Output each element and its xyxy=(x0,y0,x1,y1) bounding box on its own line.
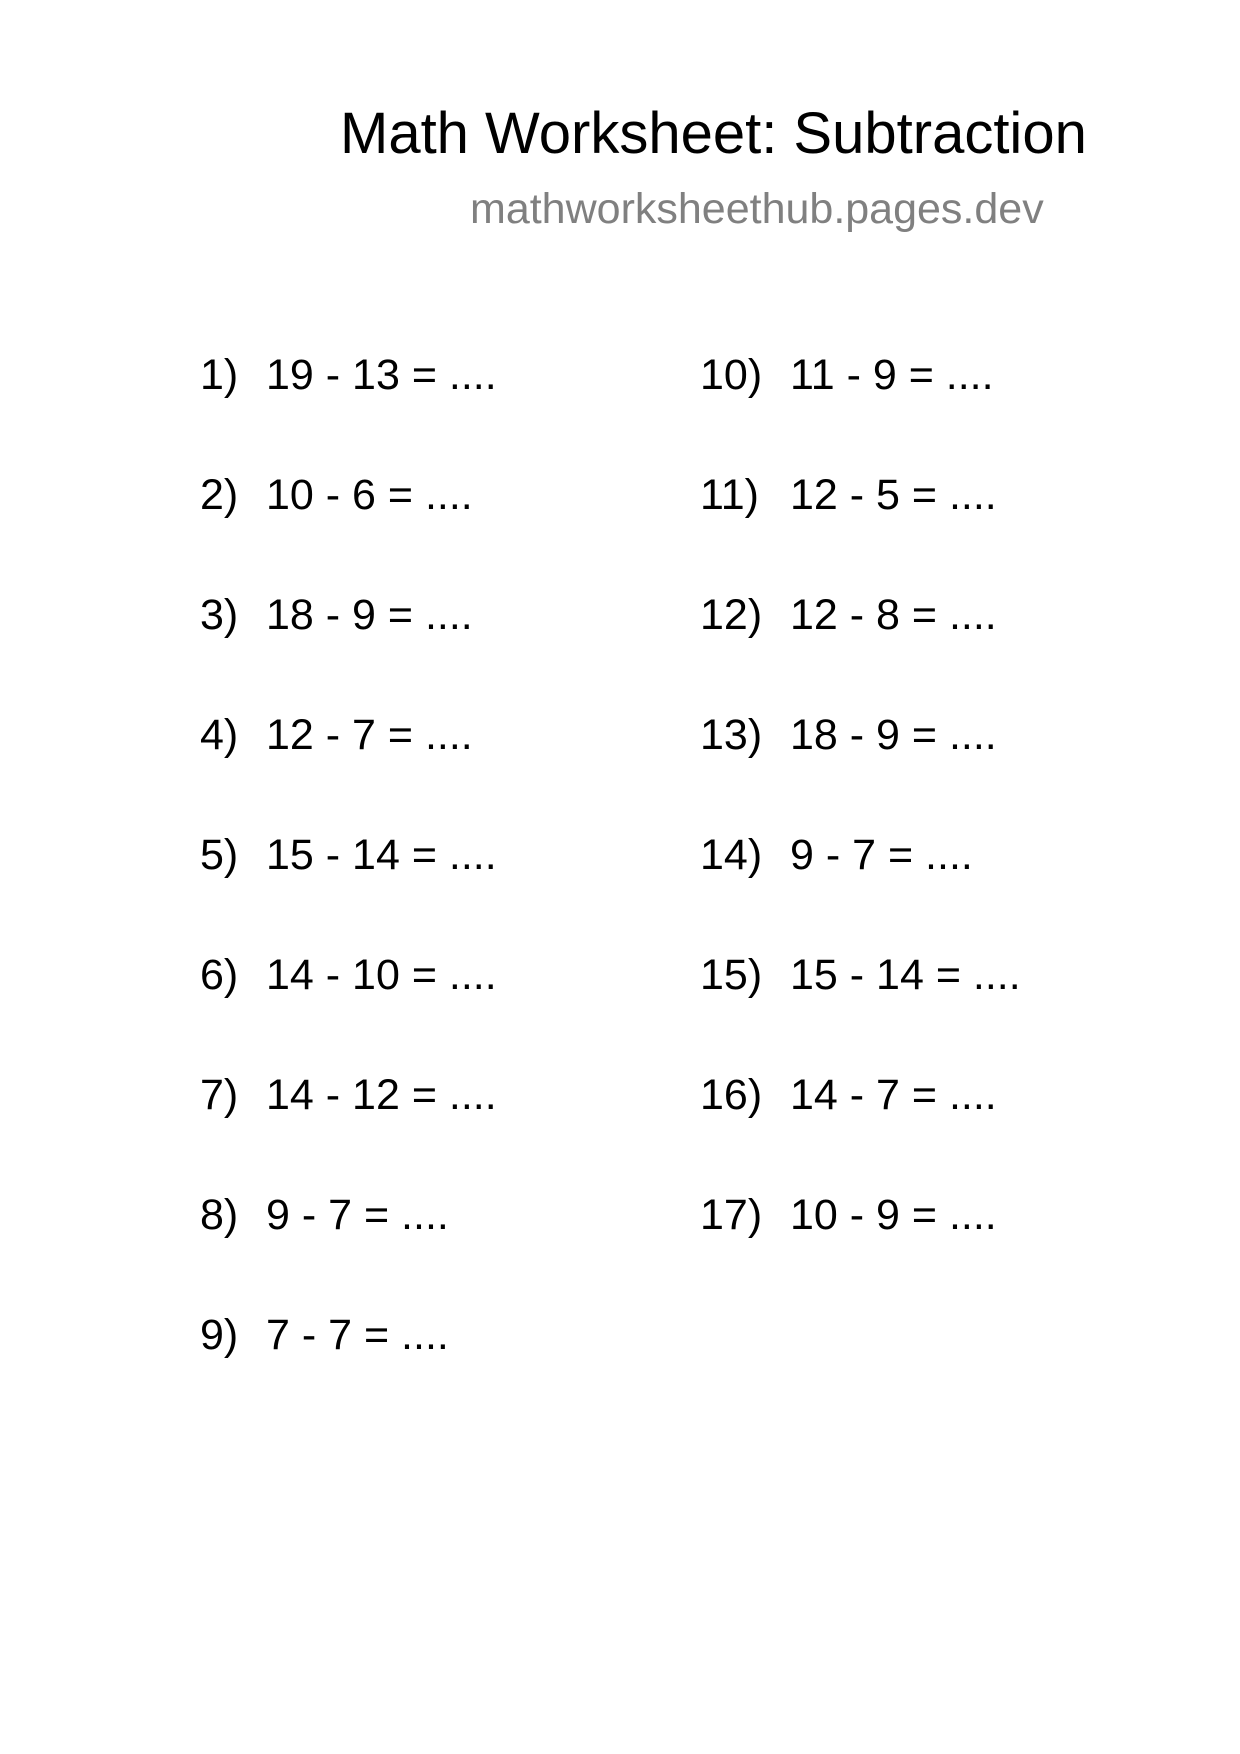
problem-item xyxy=(700,350,1021,470)
problem-item xyxy=(200,470,497,590)
problem-number: 5) xyxy=(200,831,239,879)
problem-item xyxy=(200,350,497,470)
problem-item xyxy=(200,1310,497,1430)
problem-expression: 10 - 6 = .... xyxy=(266,471,473,519)
problem-number: 6) xyxy=(200,951,239,999)
problem-item xyxy=(700,1190,1021,1310)
problem-number: 2) xyxy=(200,471,239,519)
problem-item xyxy=(700,1070,1021,1190)
problem-expression: 12 - 7 = .... xyxy=(266,711,473,759)
problem-item xyxy=(200,1070,497,1190)
problem-expression: 14 - 7 = .... xyxy=(790,1071,997,1119)
problem-number: 14) xyxy=(700,831,763,879)
problem-expression: 14 - 10 = .... xyxy=(266,951,497,999)
problem-expression: 12 - 8 = .... xyxy=(790,591,997,639)
problem-item xyxy=(700,950,1021,1070)
problem-number: 1) xyxy=(200,351,239,399)
problem-expression: 15 - 14 = .... xyxy=(790,951,1021,999)
problem-item xyxy=(700,470,1021,590)
problem-item xyxy=(200,590,497,710)
problem-expression: 18 - 9 = .... xyxy=(790,711,997,759)
problem-item xyxy=(200,710,497,830)
problem-expression: 7 - 7 = .... xyxy=(266,1311,449,1359)
problem-item xyxy=(700,590,1021,710)
problem-number: 16) xyxy=(700,1071,763,1119)
problem-number: 7) xyxy=(200,1071,239,1119)
problem-expression: 18 - 9 = .... xyxy=(266,591,473,639)
problem-number: 4) xyxy=(200,711,239,759)
problem-item xyxy=(700,830,1021,950)
problem-number: 10) xyxy=(700,351,763,399)
website-url: mathworksheethub.pages.dev xyxy=(470,185,1044,233)
problems-column-left xyxy=(200,350,497,1430)
problem-number: 15) xyxy=(700,951,763,999)
problem-number: 17) xyxy=(700,1191,763,1239)
problem-item xyxy=(700,710,1021,830)
problem-number: 12) xyxy=(700,591,763,639)
worksheet-title: Math Worksheet: Subtraction xyxy=(340,101,1087,166)
problem-expression: 14 - 12 = .... xyxy=(266,1071,497,1119)
problem-expression: 10 - 9 = .... xyxy=(790,1191,997,1239)
problem-number: 11) xyxy=(700,471,759,519)
problem-expression: 9 - 7 = .... xyxy=(790,831,973,879)
problem-expression: 9 - 7 = .... xyxy=(266,1191,449,1239)
problem-number: 3) xyxy=(200,591,239,639)
problem-number: 9) xyxy=(200,1311,239,1359)
problem-expression: 12 - 5 = .... xyxy=(790,471,997,519)
problem-item xyxy=(200,1190,497,1310)
problem-number: 13) xyxy=(700,711,763,759)
problem-number: 8) xyxy=(200,1191,239,1239)
problem-expression: 19 - 13 = .... xyxy=(266,351,497,399)
problem-item xyxy=(200,830,497,950)
problems-column-right xyxy=(700,350,1021,1310)
problem-expression: 11 - 9 = .... xyxy=(790,351,994,399)
problem-expression: 15 - 14 = .... xyxy=(266,831,497,879)
problem-item xyxy=(200,950,497,1070)
